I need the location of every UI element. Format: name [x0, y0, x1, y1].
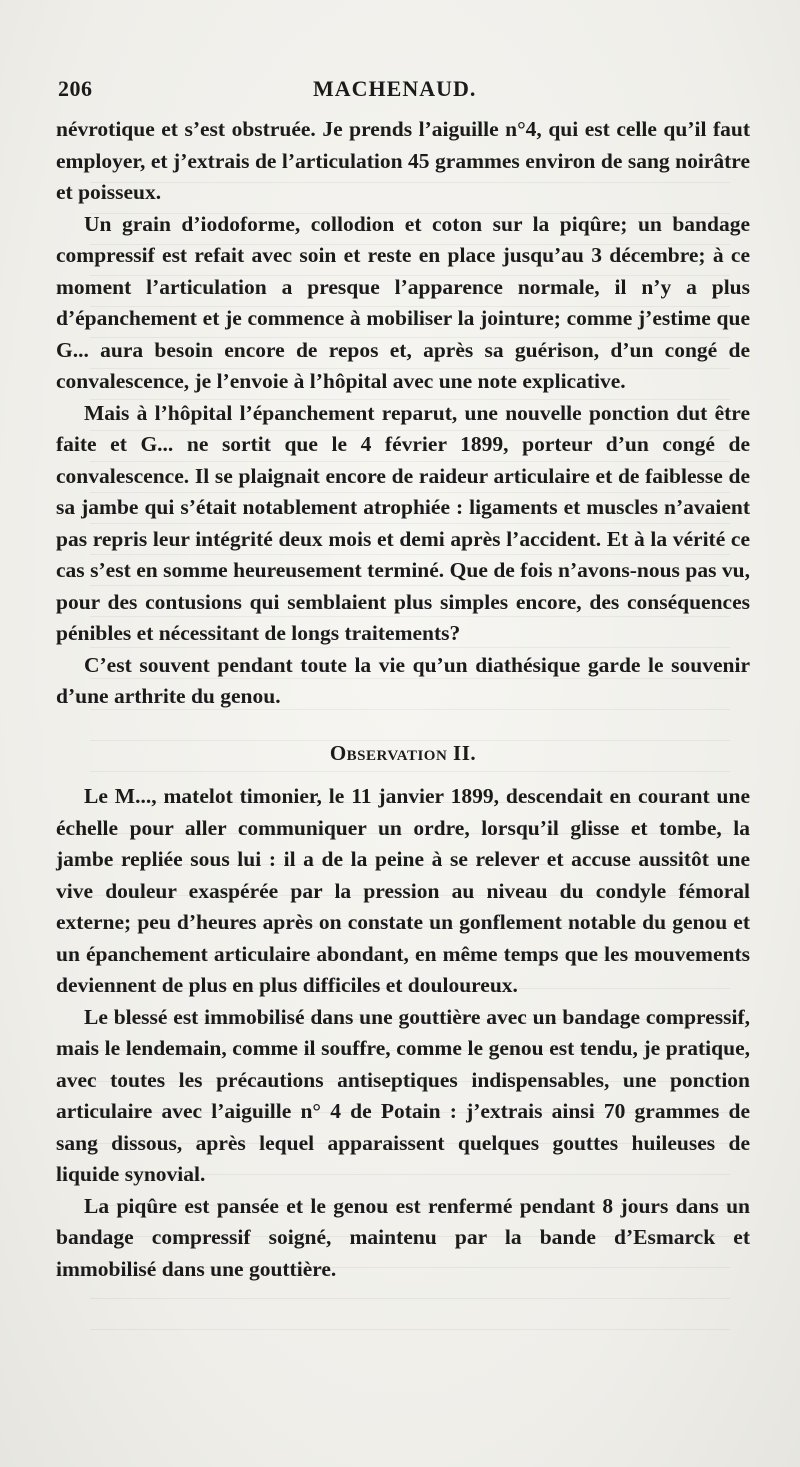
- section-heading: Observation II.: [329, 740, 477, 765]
- running-header: [56, 76, 750, 112]
- paragraph: La piqûre est pansée et le genou est renfermé pendant 8 jours dans un bandage compressif soigné, maintenu par la bande d’Esmarck et immobilisé dans une gouttière.: [56, 1193, 750, 1281]
- body-text: [56, 114, 750, 1285]
- paragraph: Mais à l’hôpital l’épanchement reparut, une nouvelle ponction dut être faite et G... ne sortit que le 4 février 1899, porteur d’un congé de convalescence. Il se plaignait encore de raideur articulaire et de faiblesse de sa jambe qui s’était notablement atrophiée : ligaments et muscles n’avaient pas repris leur intégrité deux mois et demi après l’accident. Et à la vérité ce cas s’est en somme heureusement terminé. Que de fois n’avons-nous pas vu, pour des contusions qui semblaient plus simples encore, des conséquences pénibles et nécessitant de longs traitements?: [56, 400, 750, 645]
- paragraph: Le blessé est immobilisé dans une gouttière avec un bandage compressif, mais le lendemain, comme il souffre, comme le genou est tendu, je pratique, avec toutes les précautions antiseptiques indispensables, une ponction articulaire avec l’aiguille n° 4 de Potain : j’extrais ainsi 70 grammes de sang dissous, après lequel apparaissent quelques gouttes huileuses de liquide synovial.: [56, 1004, 750, 1186]
- running-title: MACHENAUD.: [313, 76, 477, 101]
- paragraph: C’est souvent pendant toute la vie qu’un diathésique garde le souvenir d’une arthrite du genou.: [56, 652, 750, 708]
- paragraph: Un grain d’iodoforme, collodion et coton sur la piqûre; un bandage compressif est refait avec soin et reste en place jusqu’au 3 décembre; à ce moment l’articulation a presque l’apparence normale, il n’y a plus d’épanchement et je commence à mobiliser la jointure; comme j’estime que G... aura besoin encore de repos et, après sa guérison, d’un congé de convalescence, je l’envoie à l’hôpital avec une note explicative.: [56, 211, 750, 393]
- paragraph: Le M..., matelot timonier, le 11 janvier 1899, descendait en courant une échelle pour aller communiquer un ordre, lorsqu’il glisse et tombe, la jambe repliée sous lui : il a de la peine à se relever et accuse aussitôt une vive douleur exaspérée par la pression au niveau du condyle fémoral externe; peu d’heures après on constate un gonflement notable du genou et un épanchement articulaire abondant, en même temps que les mouvements deviennent de plus en plus difficiles et douloureux.: [56, 784, 750, 997]
- paragraph: névrotique et s’est obstruée. Je prends l’aiguille n°4, qui est celle qu’il faut employer, et j’extrais de l’articulation 45 grammes environ de sang noirâtre et poisseux.: [56, 117, 750, 204]
- page-number: 206: [58, 76, 93, 101]
